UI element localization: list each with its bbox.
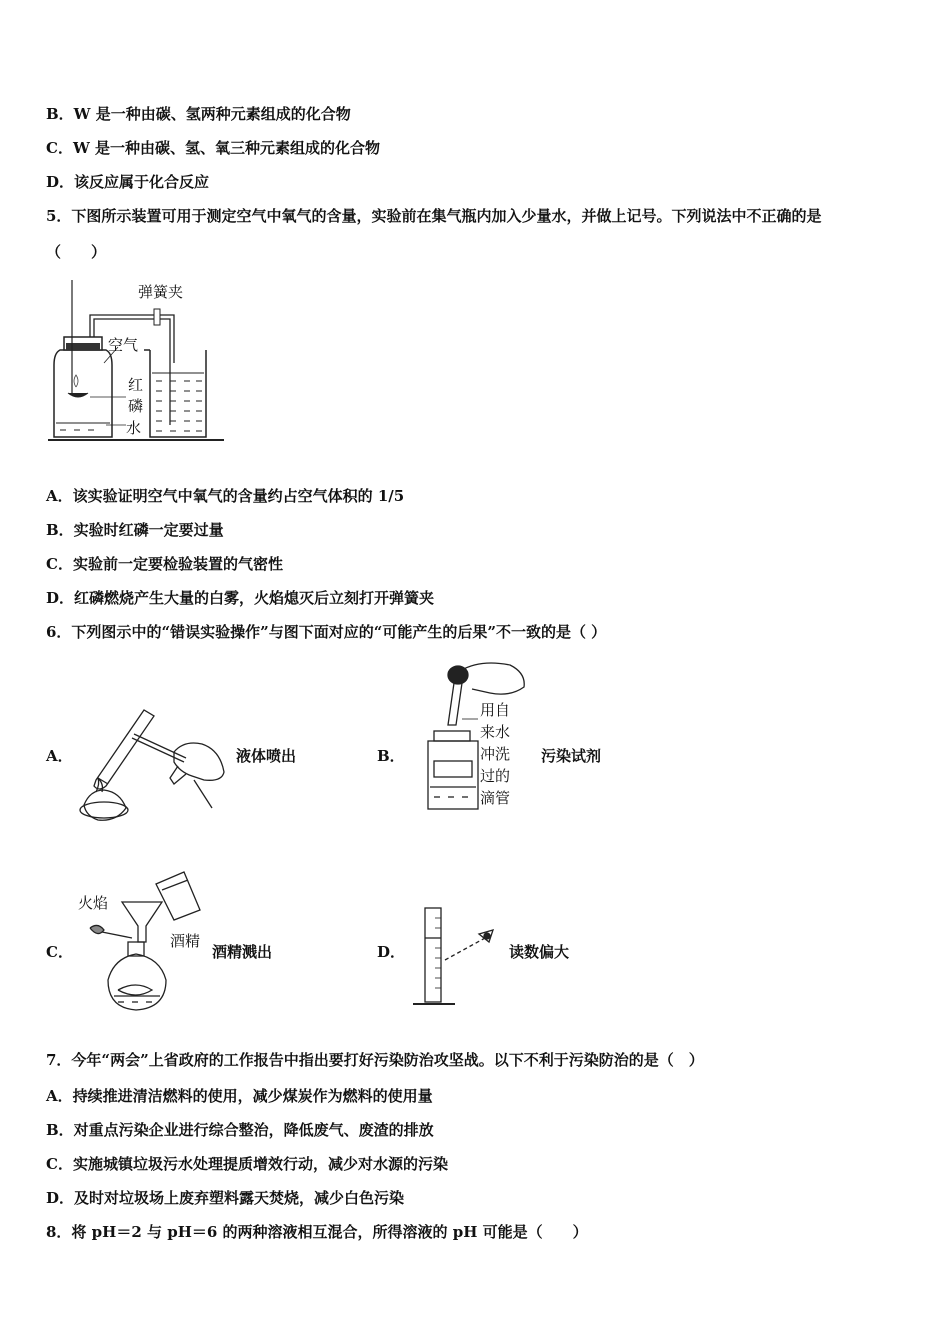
q8-stem: 8．将 pH＝2 与 pH＝6 的两种溶液相互混合，所得溶液的 pH 可能是（ ） bbox=[46, 1223, 588, 1241]
q4-option-d: D．该反应属于化合反应 bbox=[46, 173, 210, 191]
q6-b-figure bbox=[420, 655, 532, 815]
q5-option-b: B．实验时红磷一定要过量 bbox=[46, 521, 224, 539]
q7-option-d: D．及时对垃圾场上废弃塑料露天焚烧，减少白色污染 bbox=[46, 1189, 405, 1207]
q7-option-c: C．实施城镇垃圾污水处理提质增效行动，减少对水源的污染 bbox=[46, 1155, 448, 1173]
q6-c-letter: C． bbox=[46, 943, 73, 961]
q6-a-figure bbox=[74, 700, 234, 825]
q6-b-letter: B． bbox=[377, 747, 405, 765]
q4-option-b: B．W 是一种由碳、氢两种元素组成的化合物 bbox=[46, 105, 351, 123]
label-red1: 红 bbox=[128, 376, 144, 394]
q6-stem: 6．下列图示中的“错误实验操作”与图下面对应的“可能产生的后果”不一致的是（ ） bbox=[46, 623, 607, 641]
q5-option-c: C．实验前一定要检验装置的气密性 bbox=[46, 555, 283, 573]
b-fig-text-4: 过的 bbox=[480, 767, 511, 785]
q6-d-letter: D． bbox=[377, 943, 406, 961]
label-clamp: 弹簧夹 bbox=[138, 283, 184, 301]
c-fig-flame: 火焰 bbox=[78, 894, 109, 912]
label-air: 空气 bbox=[108, 336, 139, 354]
q7-stem: 7．今年“两会”上省政府的工作报告中指出要打好污染防治攻坚战。以下不利于污染防治的是（ ） bbox=[46, 1051, 704, 1069]
b-fig-text-1: 用自 bbox=[480, 701, 511, 719]
q6-c-figure bbox=[74, 870, 214, 1020]
b-fig-text-2: 来水 bbox=[480, 723, 511, 741]
q6-a-letter: A． bbox=[46, 747, 73, 765]
q5-apparatus-figure bbox=[46, 275, 236, 445]
q6-d-result: 读数偏大 bbox=[509, 943, 570, 961]
q5-option-d: D．红磷燃烧产生大量的白雾，火焰熄灭后立刻打开弹簧夹 bbox=[46, 589, 435, 607]
q4-option-c: C．W 是一种由碳、氢、氧三种元素组成的化合物 bbox=[46, 139, 381, 157]
label-red2: 磷 bbox=[128, 397, 144, 415]
q7-option-b: B．对重点污染企业进行综合整治，降低废气、废渣的排放 bbox=[46, 1121, 434, 1139]
q6-c-result: 酒精溅出 bbox=[212, 943, 273, 961]
q7-option-a: A．持续推进清洁燃料的使用，减少煤炭作为燃料的使用量 bbox=[46, 1087, 433, 1105]
q6-d-figure bbox=[405, 898, 515, 1010]
q5-stem: 5．下图所示装置可用于测定空气中氧气的含量，实验前在集气瓶内加入少量水，并做上记号。下列说法中不正确的是 bbox=[46, 207, 822, 225]
b-fig-text-5: 滴管 bbox=[480, 789, 511, 807]
q6-b-result: 污染试剂 bbox=[541, 747, 602, 765]
b-fig-text-3: 冲洗 bbox=[480, 745, 511, 763]
q5-option-a: A．该实验证明空气中氧气的含量约占空气体积的 1/5 bbox=[46, 487, 405, 505]
c-fig-alcohol: 酒精 bbox=[170, 932, 201, 950]
q6-a-result: 液体喷出 bbox=[236, 747, 297, 765]
q5-paren: （ ） bbox=[46, 243, 107, 261]
label-water: 水 bbox=[126, 419, 142, 437]
